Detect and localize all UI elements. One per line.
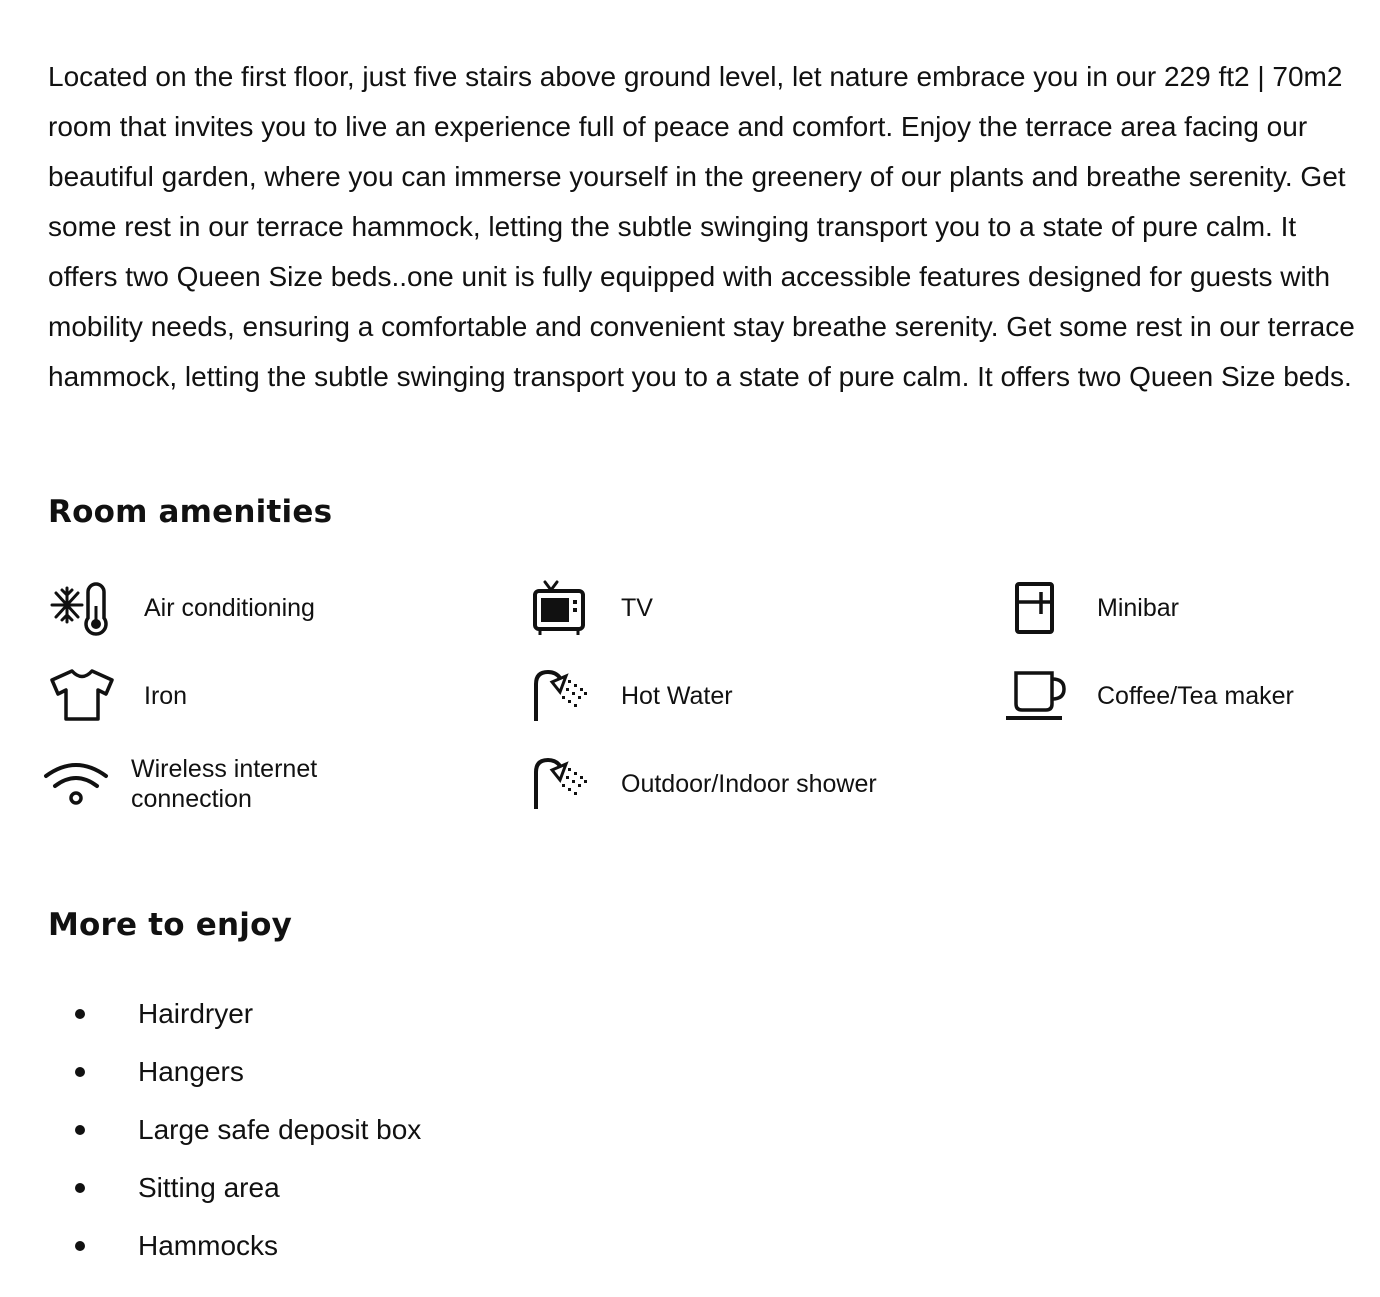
amenity-wireless-internet [42,754,442,814]
air-conditioning-icon [48,578,118,638]
amenity-minibar [1004,578,1354,638]
list-item: Hairdryer [48,985,421,1043]
shower-icon [528,666,598,726]
amenity-air-conditioning [48,578,448,638]
amenity-coffee-tea-maker [1004,666,1354,726]
amenity-label: Outdoor/Indoor shower [621,770,877,798]
bullet-icon [75,1183,85,1193]
list-item: Hangers [48,1043,421,1101]
amenity-outdoor-indoor-shower [528,754,978,814]
room-description: Located on the first floor, just five stairs above ground level, let nature embrace you in our 229 ft2 | 70m2 room that invites you to live an experience full of peace and comfort. Enjoy the terrace area facing our beautiful garden, where you can immerse yourself in the greenery of our plants and breathe serenity. Get some rest in our terrace hammock, letting the subtle swinging transport you to a state of pure calm. It offers two Queen Size beds..one unit is fully equipped with accessible features designed for guests with mobility needs, ensuring a comfortable and convenient stay breathe serenity. Get some rest in our terrace hammock, letting the subtle swinging transport you to a state of pure calm. It offers two Queen Size beds. [48,61,1355,392]
amenity-label: Air conditioning [144,594,315,622]
coffee-cup-icon [1004,666,1074,726]
amenity-iron [48,666,448,726]
amenity-label: Hot Water [621,682,733,710]
amenity-label: Minibar [1097,594,1179,622]
list-item: Sitting area [48,1159,421,1217]
amenity-label: Wireless internet connection [131,755,318,813]
amenity-label: TV [621,594,653,622]
amenity-tv [528,578,928,638]
bullet-icon [75,1125,85,1135]
more-to-enjoy-heading: More to enjoy [48,907,292,943]
t-shirt-icon [48,666,118,726]
list-item: Hammocks [48,1217,421,1275]
bullet-icon [75,1241,85,1251]
amenity-hot-water [528,666,928,726]
amenity-label: Coffee/Tea maker [1097,682,1294,710]
list-item: Large safe deposit box [48,1101,421,1159]
amenity-label: Iron [144,682,188,710]
minibar-icon [1004,578,1074,638]
shower-icon [528,754,598,814]
bullet-icon [75,1067,85,1077]
more-to-enjoy-list [48,985,421,1275]
wifi-icon [42,754,112,814]
tv-icon [528,578,598,638]
room-amenities-heading: Room amenities [48,494,333,530]
bullet-icon [75,1009,85,1019]
